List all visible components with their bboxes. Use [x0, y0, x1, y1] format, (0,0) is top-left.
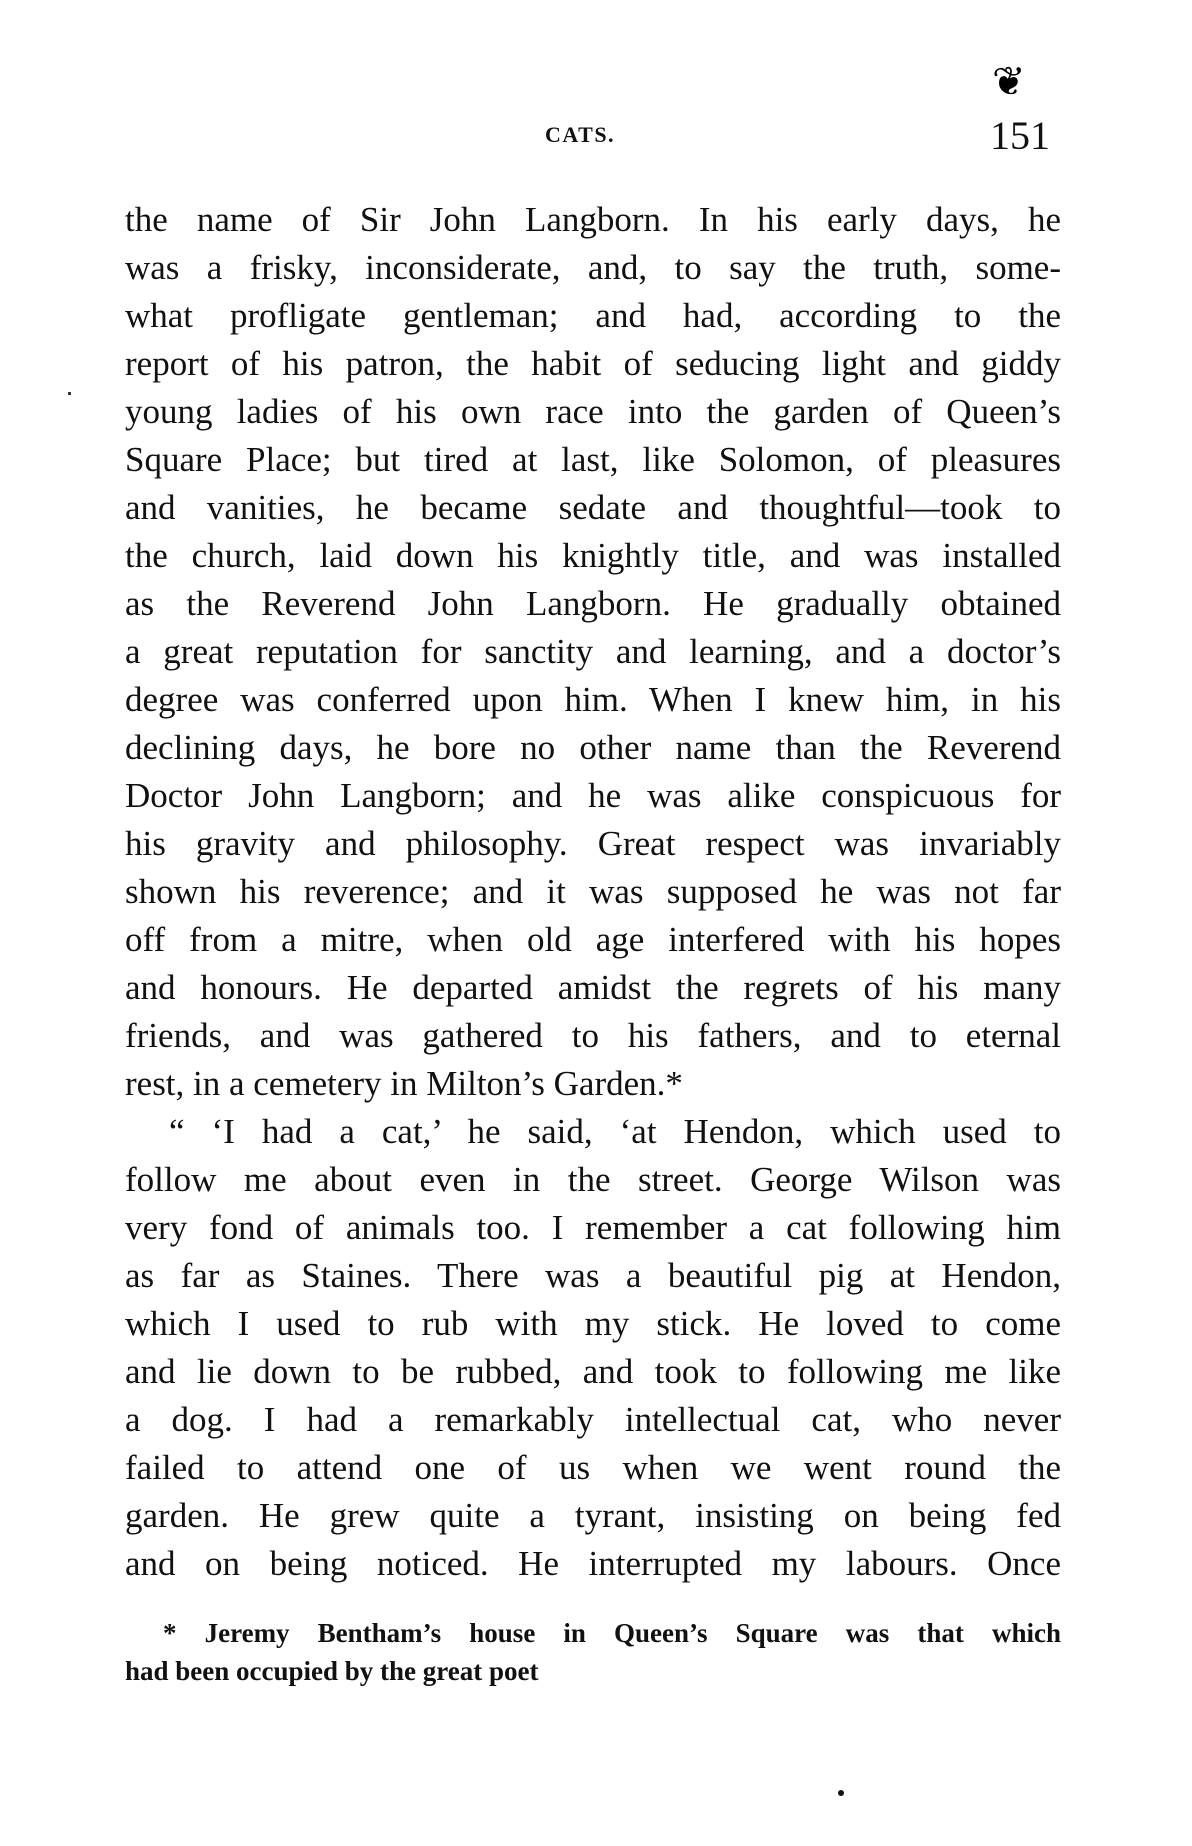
text-line: and honours. He departed amidst the regrets of his many — [125, 968, 1061, 1007]
footnote-line: * Jeremy Bentham’s house in Queen’s Square was that which — [163, 1618, 1061, 1648]
text-line: what profligate gentleman; and had, according to the — [125, 296, 1061, 335]
text-line: a dog. I had a remarkably intellectual cat, who never — [125, 1400, 1061, 1439]
footnote-line: had been occupied by the great poet — [125, 1656, 539, 1686]
body-text — [125, 196, 1061, 1588]
running-head: CATS. — [545, 122, 616, 147]
text-line: as far as Staines. There was a beautiful pig at Hendon, — [125, 1256, 1061, 1295]
text-line: a great reputation for sanctity and learning, and a doctor’s — [125, 632, 1061, 671]
text-line: failed to attend one of us when we went round the — [125, 1448, 1061, 1487]
text-line: Doctor John Langborn; and he was alike conspicuous for — [125, 776, 1061, 815]
text-line: follow me about even in the street. George Wilson was — [125, 1160, 1061, 1199]
text-line: very fond of animals too. I remember a cat following him — [125, 1208, 1061, 1247]
text-line: declining days, he bore no other name than the Reverend — [125, 728, 1061, 767]
text-line: shown his reverence; and it was supposed he was not far — [125, 872, 1061, 911]
text-line: and on being noticed. He interrupted my labours. Once — [125, 1544, 1061, 1583]
text-line: friends, and was gathered to his fathers, and to eternal — [125, 1016, 1061, 1055]
text-line: “ ‘I had a cat,’ he said, ‘at Hendon, which used to — [169, 1112, 1061, 1151]
scan-speck — [838, 1790, 844, 1796]
text-line: off from a mitre, when old age interfered with his hopes — [125, 920, 1061, 959]
text-line: was a frisky, inconsiderate, and, to say the truth, some- — [125, 248, 1061, 287]
page-number: 151 — [990, 113, 1050, 158]
text-line: which I used to rub with my stick. He loved to come — [125, 1304, 1061, 1343]
text-line: the name of Sir John Langborn. In his early days, he — [125, 200, 1061, 239]
text-line: Square Place; but tired at last, like Solomon, of pleasures — [125, 440, 1061, 479]
text-line: and vanities, he became sedate and thoughtful—took to — [125, 488, 1061, 527]
footnote — [125, 1614, 1061, 1690]
text-line: rest, in a cemetery in Milton’s Garden.* — [125, 1064, 683, 1103]
text-line: garden. He grew quite a tyrant, insisting on being fed — [125, 1496, 1061, 1535]
text-line: and lie down to be rubbed, and took to following me like — [125, 1352, 1061, 1391]
text-line: as the Reverend John Langborn. He gradually obtained — [125, 584, 1061, 623]
printer-mark: ❦ — [992, 59, 1026, 104]
text-line: report of his patron, the habit of seducing light and giddy — [125, 344, 1061, 383]
scan-speck — [68, 392, 71, 395]
text-line: young ladies of his own race into the garden of Queen’s — [125, 392, 1061, 431]
text-line: the church, laid down his knightly title, and was installed — [125, 536, 1061, 575]
text-line: his gravity and philosophy. Great respect was invariably — [125, 824, 1061, 863]
text-line: degree was conferred upon him. When I knew him, in his — [125, 680, 1061, 719]
